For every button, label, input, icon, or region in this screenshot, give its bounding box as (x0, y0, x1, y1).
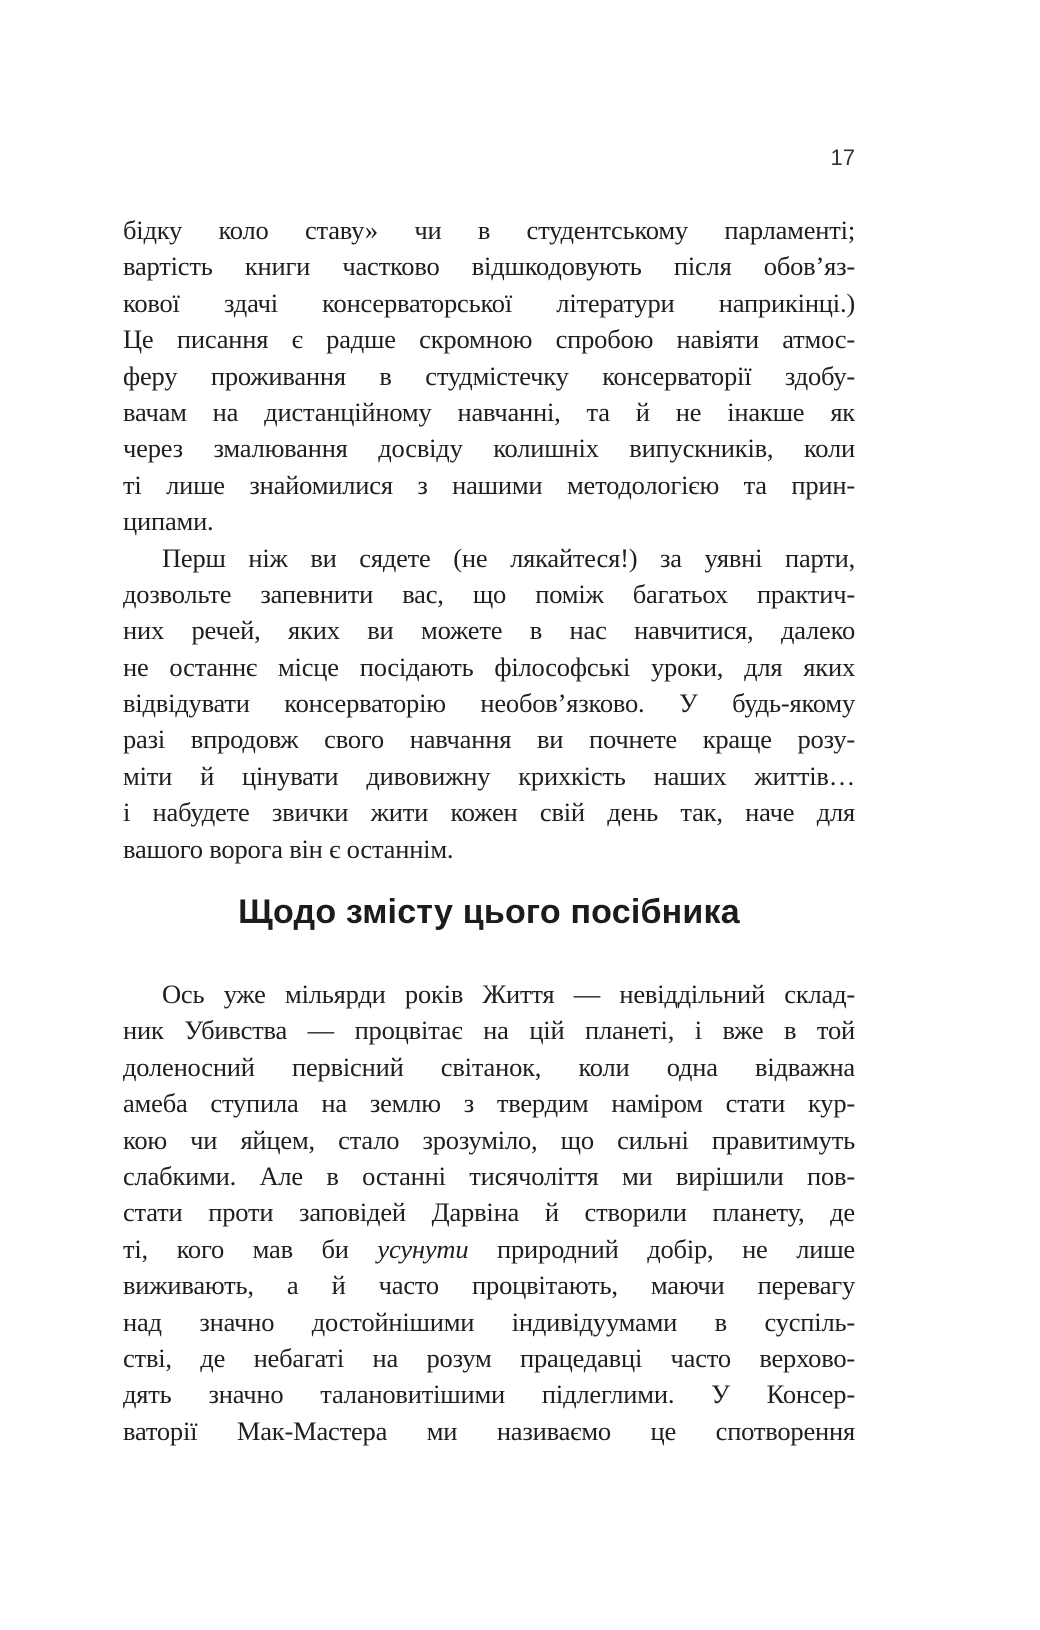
text-line: ваторії Мак-Мастера ми називаємо це спотворення (123, 1415, 855, 1446)
text-line-with-italic (123, 1231, 855, 1267)
text-line: кової здачі консерваторської літератури наприкінці.) (123, 287, 855, 318)
page-number: 17 (830, 145, 855, 170)
text-line: доленосний первісний світанок, коли одна відважна (123, 1051, 855, 1082)
text-line: і набудете звички жити кожен свій день так, наче для (123, 797, 855, 828)
text-line: стати проти заповідей Дарвіна й створили планету, де (123, 1197, 855, 1228)
text-line: слабкими. Але в останні тисячоліття ми вирішили пов- (123, 1160, 855, 1191)
text-line: вашого ворога він є останнім. (123, 833, 454, 864)
text-line: ник Убивства — процвітає на цій планеті, і вже в той (123, 1015, 855, 1046)
text-line: кою чи яйцем, стало зрозуміло, що сильні правитимуть (123, 1124, 855, 1155)
text-line: Перш ніж ви сядете (не лякайтеся!) за уявні парти, (162, 542, 855, 573)
text-line: виживають, а й часто процвітають, маючи перевагу (123, 1270, 855, 1301)
text-segment: ті, кого мав би (123, 1233, 378, 1264)
text-line: міти й цінувати дивовижну крихкість наших життів… (123, 760, 855, 791)
body-text-top (123, 212, 855, 867)
body-text-bottom (123, 976, 855, 1449)
paragraph-continuation (123, 212, 855, 540)
text-segment: природний добір, не лише (468, 1233, 855, 1264)
text-line: ті лише знайомилися з нашими методологією та прин- (123, 469, 855, 500)
text-line: бідку коло ставу» чи в студентському парламенті; (123, 215, 855, 245)
text-line: разі впродовж свого навчання ви почнете краще розу- (123, 724, 855, 755)
text-line: них речей, яких ви можете в нас навчитися, далеко (123, 615, 855, 646)
text-line: дять значно талановитішими підлеглими. У Консер- (123, 1379, 855, 1410)
text-line: вартість книги частково відшкодовують після обов’яз- (123, 251, 855, 282)
section-heading: Щодо змісту цього посібника (238, 893, 740, 931)
text-line: амеба ступила на землю з твердим наміром стати кур- (123, 1088, 855, 1119)
text-line: над значно достойнішими індивідуумами в суспіль- (123, 1306, 855, 1337)
text-line: Це писання є радше скромною спробою навіяти атмос- (123, 324, 855, 355)
text-line: через змалювання досвіду колишніх випускників, коли (123, 433, 855, 464)
paragraph (123, 976, 855, 1449)
paragraph (123, 540, 855, 868)
text-line: не останнє місце посідають філософські уроки, для яких (123, 651, 855, 682)
italic-text-segment: усунути (377, 1233, 469, 1264)
text-line: феру проживання в студмістечку консерваторії здобу- (123, 360, 855, 391)
text-line: відвідувати консерваторію необов’язково. У будь-якому (123, 688, 855, 719)
text-line: Ось уже мільярди років Життя — невіддільний склад- (162, 979, 855, 1009)
text-line: дозвольте запевнити вас, що поміж багатьох практич- (123, 578, 855, 609)
text-line: вачам на дистанційному навчанні, та й не інакше як (123, 396, 855, 427)
text-line: стві, де небагаті на розум працедавці часто верхово- (123, 1342, 855, 1373)
text-line: ципами. (123, 506, 214, 537)
